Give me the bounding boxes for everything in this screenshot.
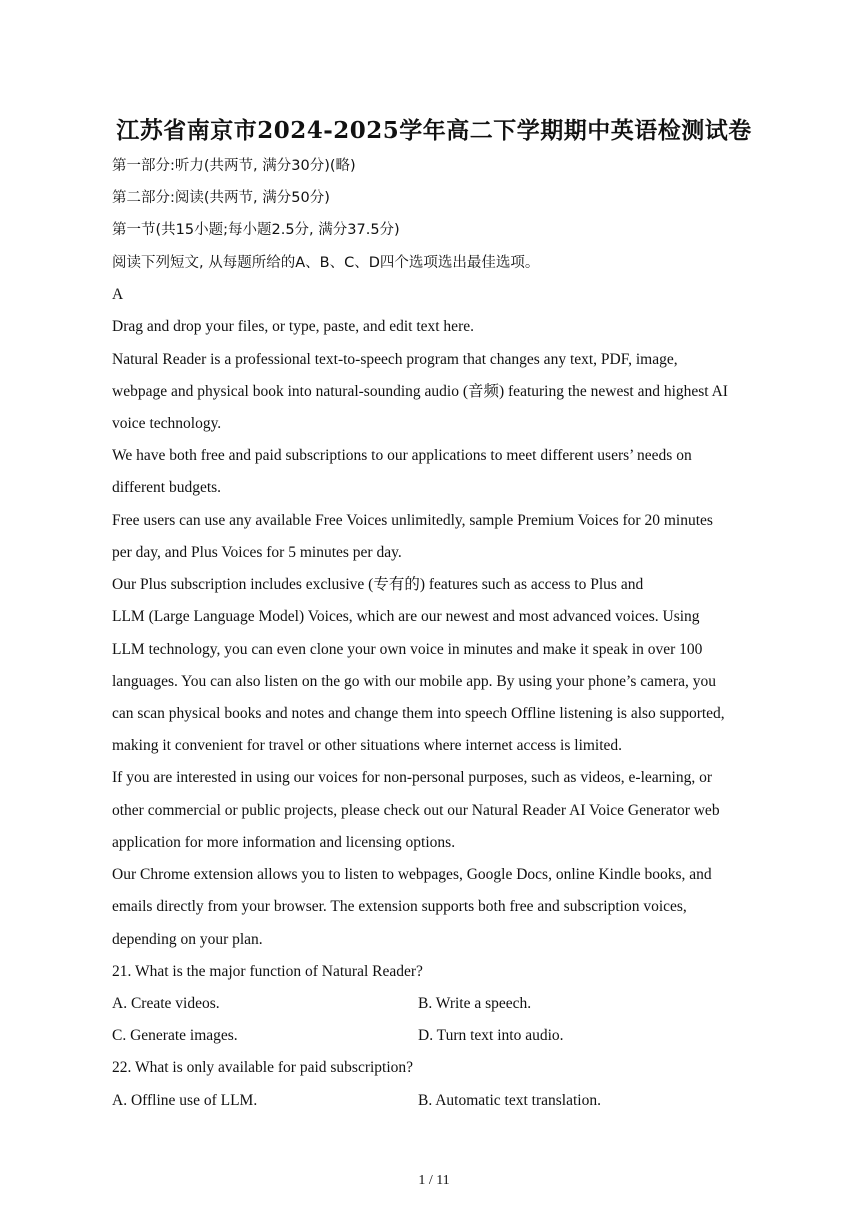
question-22-option-a: A. Offline use of LLM.: [112, 1092, 258, 1109]
passage-line: other commercial or public projects, please check out our Natural Reader AI Voice Generator web: [112, 802, 720, 819]
passage-line: making it convenient for travel or other situations where internet access is limited.: [112, 737, 623, 754]
passage-line: voice technology.: [112, 415, 222, 432]
passage-line: Our Plus subscription includes exclusive (专有的) features such as access to Plus and: [112, 576, 644, 593]
question-22-option-b: B. Automatic text translation.: [418, 1092, 601, 1109]
part2-heading: 第二部分:阅读(共两节, 满分50分): [112, 190, 330, 206]
passage-line: emails directly from your browser. The extension supports both free and subscription voices,: [112, 898, 687, 915]
passage-line: can scan physical books and notes and change them into speech Offline listening is also supported,: [112, 705, 725, 722]
passage-label: A: [112, 286, 124, 303]
passage-line: per day, and Plus Voices for 5 minutes per day.: [112, 544, 402, 561]
question-21-option-d: D. Turn text into audio.: [418, 1027, 564, 1044]
passage-line: webpage and physical book into natural-sounding audio (音频) featuring the newest and highest AI: [112, 383, 728, 400]
question-21-stem: 21. What is the major function of Natural Reader?: [112, 963, 423, 980]
passage-line: application for more information and licensing options.: [112, 834, 456, 851]
section1-heading: 第一节(共15小题;每小题2.5分, 满分37.5分): [112, 222, 400, 238]
passage-line: Natural Reader is a professional text-to-speech program that changes any text, PDF, image,: [112, 351, 678, 368]
question-21-option-b: B. Write a speech.: [418, 995, 532, 1012]
passage-line: Drag and drop your files, or type, paste, and edit text here.: [112, 318, 474, 335]
page-number: 1 / 11: [418, 1173, 450, 1188]
question-22-stem: 22. What is only available for paid subscription?: [112, 1059, 414, 1076]
page-title: 江苏省南京市2024-2025学年高二下学期期中英语检测试卷: [116, 117, 752, 144]
passage-line: Free users can use any available Free Voices unlimitedly, sample Premium Voices for 20 minutes: [112, 512, 713, 529]
passage-line: depending on your plan.: [112, 931, 263, 948]
passage-line: We have both free and paid subscriptions to our applications to meet different users’ needs on: [112, 447, 692, 464]
passage-line: Our Chrome extension allows you to listen to webpages, Google Docs, online Kindle books, and: [112, 866, 712, 883]
passage-line: different budgets.: [112, 479, 222, 496]
passage-line: LLM (Large Language Model) Voices, which are our newest and most advanced voices. Using: [112, 608, 700, 625]
passage-line: LLM technology, you can even clone your own voice in minutes and make it speak in over 100: [112, 641, 703, 658]
part1-heading: 第一部分:听力(共两节, 满分30分)(略): [112, 158, 356, 174]
passage-line: languages. You can also listen on the go with our mobile app. By using your phone’s camera, you: [112, 673, 716, 690]
passage-line: If you are interested in using our voices for non-personal purposes, such as videos, e-learning, or: [112, 769, 713, 786]
question-21-option-a: A. Create videos.: [112, 995, 220, 1012]
instructions: 阅读下列短文, 从每题所给的A、B、C、D四个选项选出最佳选项。: [112, 255, 540, 271]
question-21-option-c: C. Generate images.: [112, 1027, 238, 1044]
